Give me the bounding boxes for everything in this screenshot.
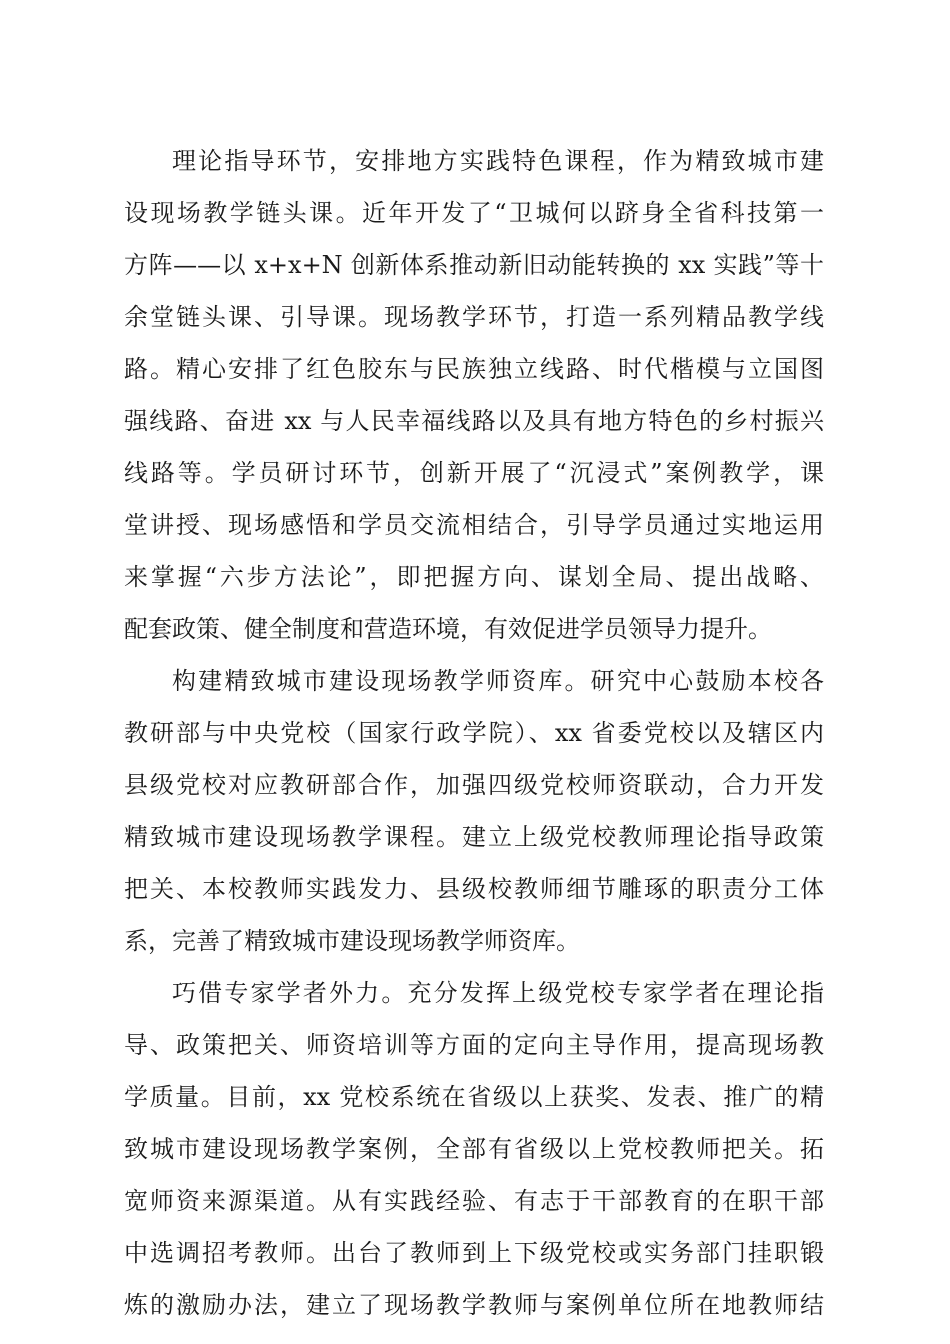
text-line: 巧借专家学者外力。充分发挥上级党校专家学者在理论指 [172,979,824,1007]
text-line: 方阵——以 x+x+N 创新体系推动新旧动能转换的 xx 实践”等十 [124,251,824,279]
text-line: 学质量。目前，xx 党校系统在省级以上获奖、发表、推广的精 [124,1083,824,1111]
paragraph-theory-guidance [124,135,824,655]
text-line: 县级党校对应教研部合作，加强四级党校师资联动，合力开发 [124,771,824,799]
text-line: 导、政策把关、师资培训等方面的定向主导作用，提高现场教 [124,1031,824,1059]
text-line: 构建精致城市建设现场教学师资库。研究中心鼓励本校各 [172,667,824,695]
text-line: 理论指导环节，安排地方实践特色课程，作为精致城市建 [172,147,824,175]
text-line: 系，完善了精致城市建设现场教学师资库。 [124,927,580,955]
text-line: 强线路、奋进 xx 与人民幸福线路以及具有地方特色的乡村振兴 [124,407,824,435]
text-line: 设现场教学链头课。近年开发了“卫城何以跻身全省科技第一 [124,199,824,227]
text-line: 来掌握“六步方法论”，即把握方向、谋划全局、提出战略、 [124,563,824,591]
text-line: 把关、本校教师实践发力、县级校教师细节雕琢的职责分工体 [124,875,824,903]
text-line: 宽师资来源渠道。从有实践经验、有志于干部教育的在职干部 [124,1187,824,1215]
paragraph-teacher-pool [124,655,824,967]
text-line: 路。精心安排了红色胶东与民族独立线路、时代楷模与立国图 [124,355,824,383]
text-line: 教研部与中央党校（国家行政学院）、xx 省委党校以及辖区内 [124,719,824,747]
text-line: 中选调招考教师。出台了教师到上下级党校或实务部门挂职锻 [124,1239,824,1267]
text-line: 配套政策、健全制度和营造环境，有效促进学员领导力提升。 [124,615,772,643]
text-line: 炼的激励办法，建立了现场教学教师与案例单位所在地教师结 [124,1291,824,1319]
text-line: 精致城市建设现场教学课程。建立上级党校教师理论指导政策 [124,823,824,851]
text-line: 余堂链头课、引导课。现场教学环节，打造一系列精品教学线 [124,303,824,331]
text-line: 致城市建设现场教学案例，全部有省级以上党校教师把关。拓 [124,1135,824,1163]
text-line: 线路等。学员研讨环节，创新开展了“沉浸式”案例教学，课 [124,459,824,487]
paragraph-expert-support [124,967,824,1331]
text-line: 堂讲授、现场感悟和学员交流相结合，引导学员通过实地运用 [124,511,824,539]
document-body [124,135,824,1331]
